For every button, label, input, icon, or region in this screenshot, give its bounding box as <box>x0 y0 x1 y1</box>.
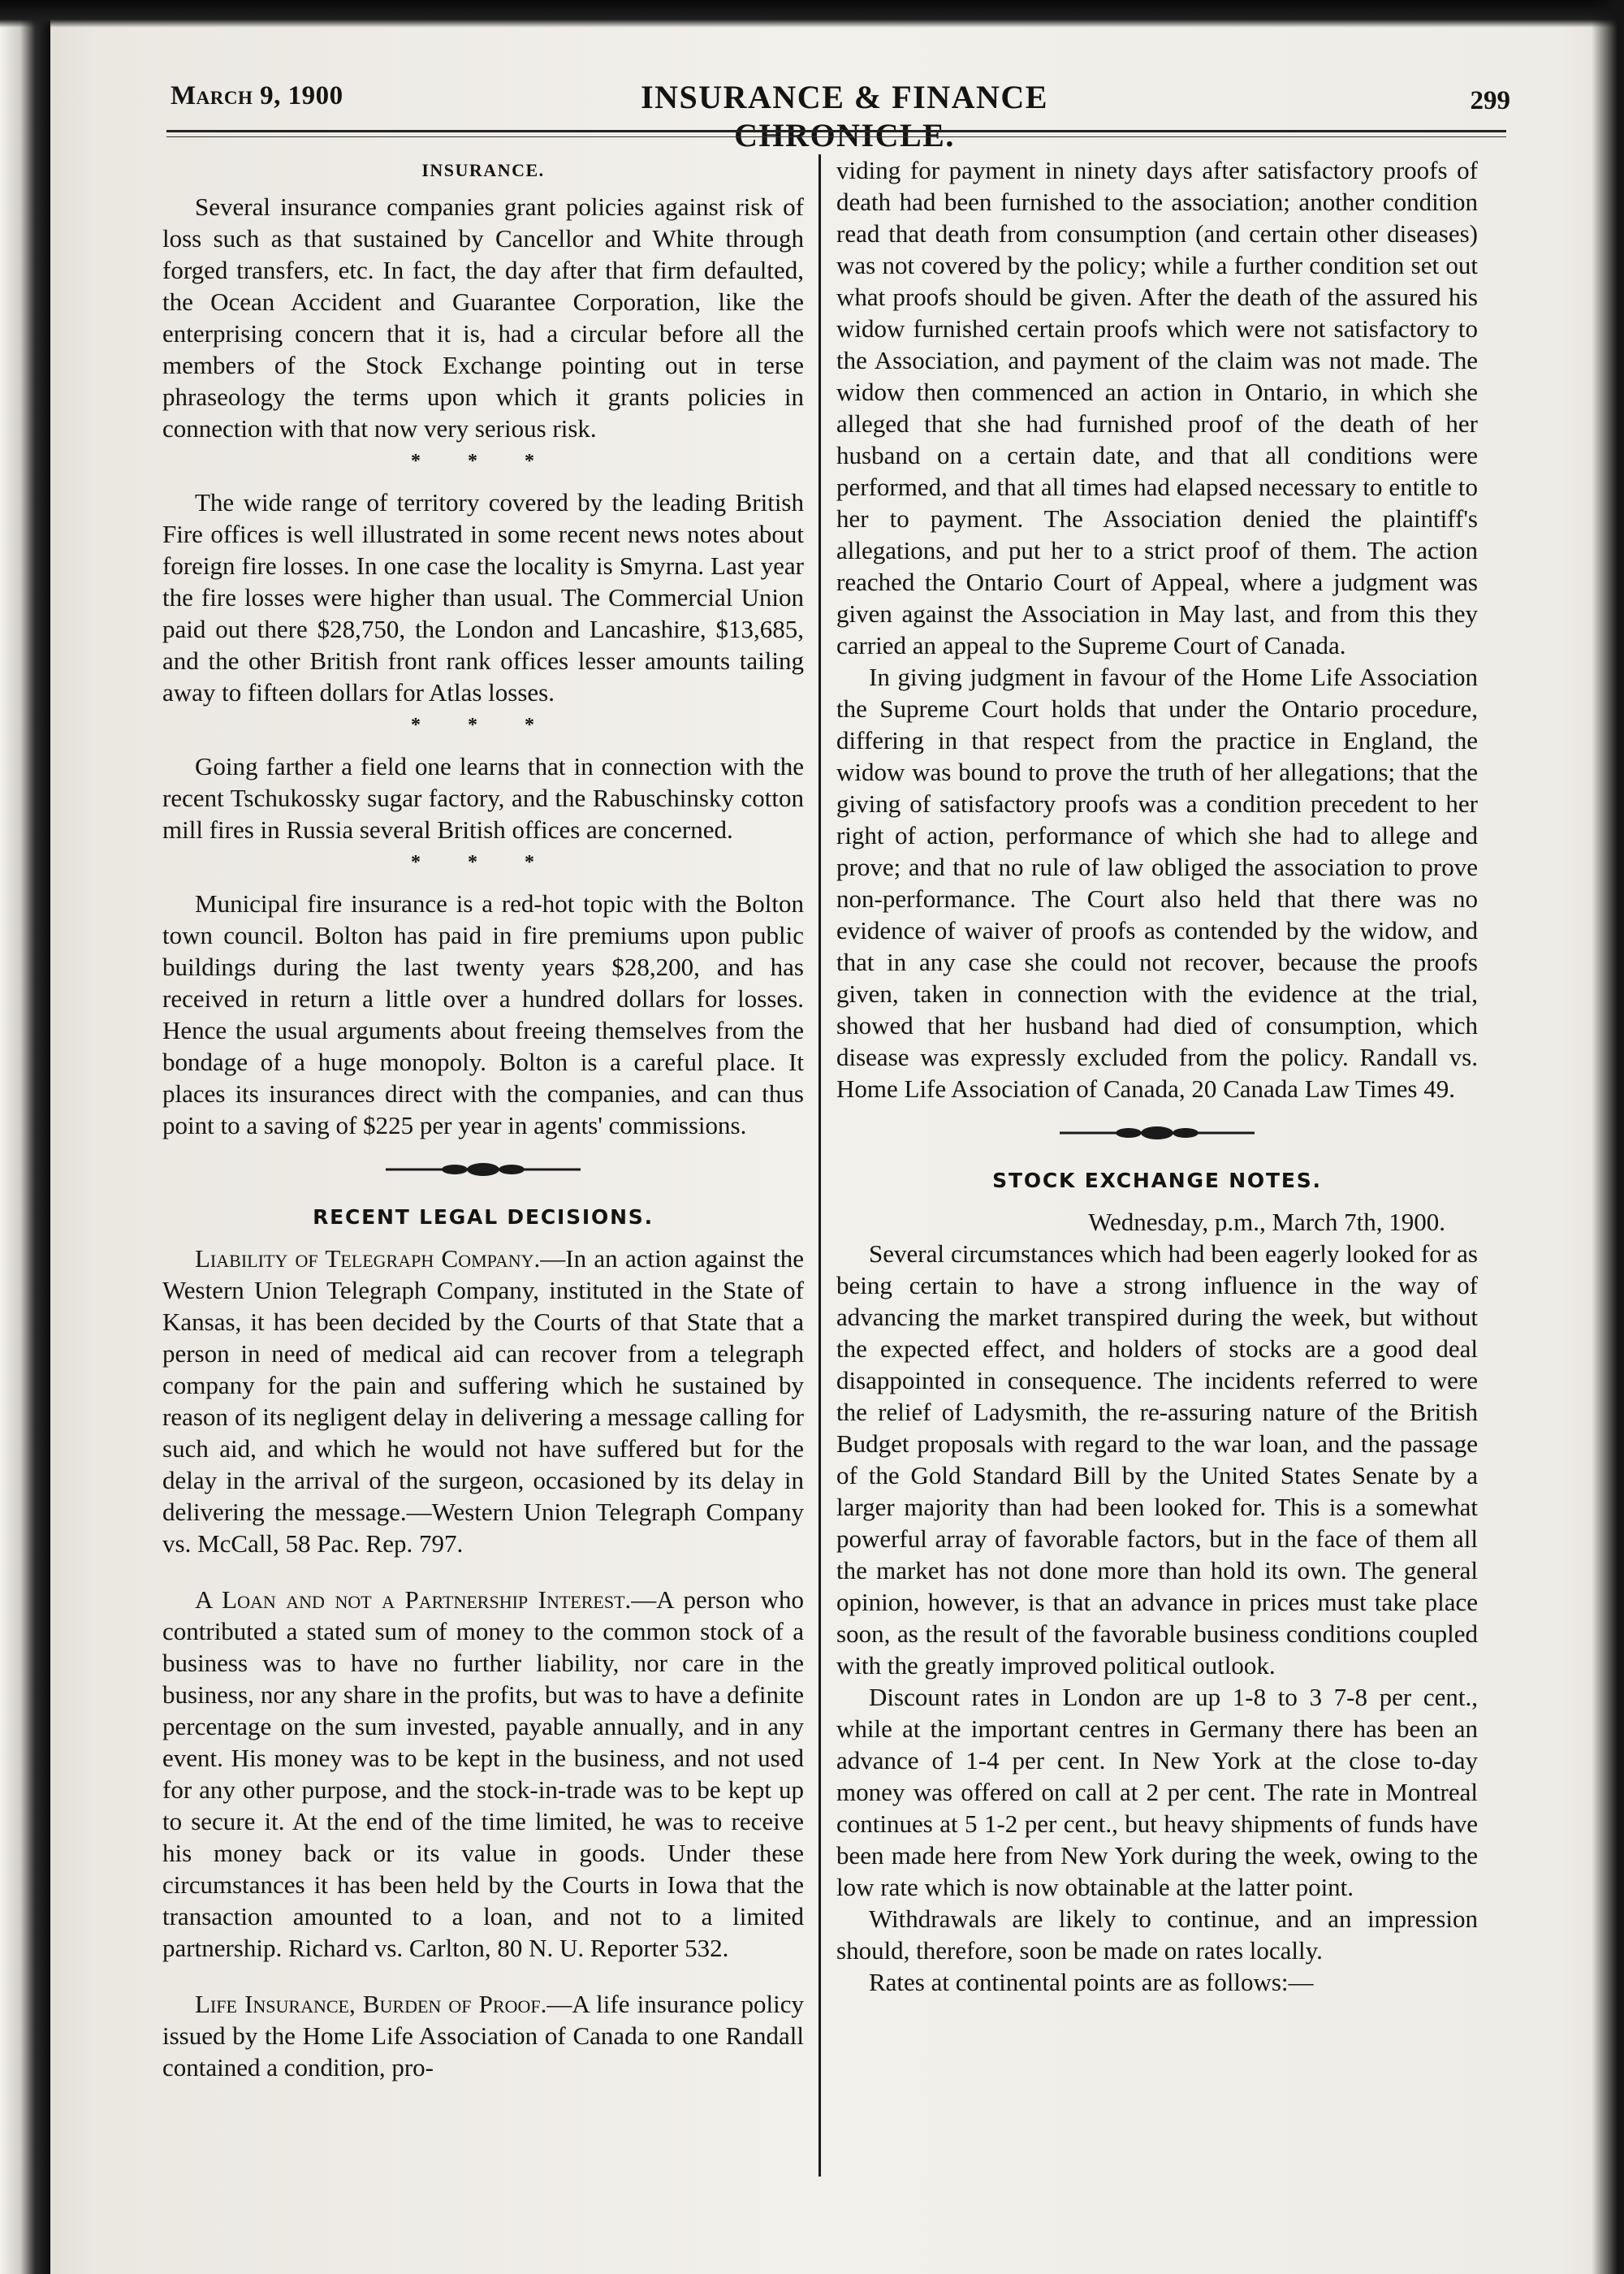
section-stars-3: * * * <box>411 852 555 873</box>
legal-decision-2 <box>162 1584 804 1964</box>
stock-paragraph-3: Withdrawals are likely to continue, and an impression should, therefore, soon be made on rates locally. <box>836 1904 1478 1965</box>
legal-decision-1 <box>162 1243 804 1559</box>
legal-decision-3-title: Life Insurance, Burden of Proof. <box>195 1990 547 2018</box>
stock-paragraph-4: Rates at continental points are as follows:— <box>869 1968 1314 1996</box>
header-rule <box>166 130 1506 132</box>
legal-decision-3 <box>162 1988 804 2083</box>
insurance-paragraph-2: The wide range of territory covered by the leading British Fire offices is well illustrated in some recent news notes about foreign fire losses. In one case the locality is Smyrna. Last year the fire losses were higher than usual. The Commercial Union paid out there $28,750, the London and Lancashire, $13,685, and the other British front rank offices lesser amounts tailing away to fifteen dollars for Atlas losses. <box>162 488 804 707</box>
stock-exchange-heading: STOCK EXCHANGE NOTES. <box>992 1169 1322 1192</box>
header-title: INSURANCE & FINANCE CHRONICLE. <box>641 79 1048 153</box>
left-column <box>162 154 804 2083</box>
stock-exchange-date: Wednesday, p.m., March 7th, 1900. <box>1088 1208 1445 1236</box>
header-rule-thin <box>166 136 1506 137</box>
legal-decision-2-title: A Loan and not a Partnership Interest. <box>195 1585 632 1614</box>
page-right-edge <box>1592 0 1624 2274</box>
insurance-paragraph-1: Several insurance companies grant policies against risk of loss such as that sustained by Cancellor and White through forged transfers, etc. In fact, the day after that firm defaulted, the Ocean Accident and Guarantee Corporation, like the enterprising concern that it is, had a circular before all the members of the Stock Exchange pointing out in terse phraseology the terms upon which it grants policies in connection with that now very serious risk. <box>162 192 804 443</box>
insurance-paragraph-3: Going farther a field one learns that in connection with the recent Tschukossky sugar factory, and the Rabuschinsky cotton mill fires in Russia several British offices are concerned. <box>162 752 804 844</box>
section-stars-1: * * * <box>411 451 555 472</box>
section-stars-2: * * * <box>411 715 555 736</box>
header-date: March 9, 1900 <box>171 81 343 110</box>
right-column <box>836 154 1478 1998</box>
legal-decision-1-body: —In an action against the Western Union Telegraph Company, instituted in the State of Kansas, it has been decided by the Courts of that State that a person in need of medical aid can recover from a telegraph company for the pain and suffering which he sustained by reason of its negligent delay in delivering a message calling for such aid, and which he would not have suffered but for the delay in the arrival of the surgeon, occasioned by its delay in delivering the message.—Western Union Telegraph Company vs. McCall, 58 Pac. Rep. 797. <box>162 1244 804 1558</box>
insurance-paragraph-4: Municipal fire insurance is a red-hot topic with the Bolton town council. Bolton has paid in fire premiums upon public buildings during the last twenty years $28,200, and has received in return a little over a hundred dollars for losses. Hence the usual arguments about freeing themselves from the bondage of a huge monopoly. Bolton is a careful place. It places its insurances direct with the companies, and can thus point to a saving of $225 per year in agents' commissions. <box>162 889 804 1139</box>
column-divider <box>818 154 821 2177</box>
legal-decisions-heading: RECENT LEGAL DECISIONS. <box>313 1205 654 1229</box>
ornament-divider-icon <box>1060 1126 1255 1140</box>
insurance-heading: INSURANCE. <box>421 160 545 180</box>
ornament-divider-icon <box>386 1162 581 1177</box>
legal-decision-3-continued: viding for payment in ninety days after satisfactory proofs of death had been furnished to the association; another condition read that death from consumption (and certain other diseases) was not covered by the policy; while a further condition set out what proofs should be given. After the death of the assured his widow furnished certain proofs which were not satisfactory to the Association, and payment of the claim was not made. The widow then commenced an action in Ontario, in which she alleged that she had furnished proof of the death of her husband on a certain date, and that all conditions were performed, and that all times had elapsed necessary to entitle to her to payment. The Association denied the plaintiff's allegations, and put her to a strict proof of them. The action reached the Ontario Court of Appeal, where a judgment was given against the Association in May last, and from this they carried an appeal to the Supreme Court of Canada. <box>836 156 1478 659</box>
judgment-paragraph: In giving judgment in favour of the Home Life Association the Supreme Court holds that under the Ontario procedure, differing in that respect from the practice in England, the widow was bound to prove the truth of her allegations; that the giving of satisfactory proofs was a condition precedent to her right of action, performance of which she had to allege and prove; and that no rule of law obliged the association to prove non-performance. The Court also held that there was no evidence of waiver of proofs as contended by the widow, and that in any case she could not recover, because the proofs given, taken in connection with the evidence at the trial, showed that her husband had died of consumption, which disease was expressly excluded from the policy. Randall vs. Home Life Association of Canada, 20 Canada Law Times 49. <box>836 663 1478 1103</box>
legal-decision-1-title: Liability of Telegraph Company. <box>195 1244 541 1273</box>
legal-decision-3-body: —A life insurance policy issued by the Home Life Association of Canada to one Randall contained a condition, pro- <box>162 1990 804 2082</box>
page-number: 299 <box>1470 86 1510 115</box>
page-header <box>171 75 1510 153</box>
stock-paragraph-2: Discount rates in London are up 1-8 to 3 7-8 per cent., while at the important centres in Germany there has been an advance of 1-4 per cent. In New York at the close to-day money was offered on call at 2 per cent. The rate in Montreal continues at 5 1-2 per cent., but heavy shipments of funds have been made here from New York during the week, owing to the low rate which is now obtainable at the latter point. <box>836 1683 1478 1901</box>
page-binding-shadow <box>0 0 50 2274</box>
stock-paragraph-1: Several circumstances which had been eagerly looked for as being certain to have a strong influence in the way of advancing the market transpired during the week, but without the expected effect, and holders of stocks are a good deal disappointed in consequence. The incidents referred to were the relief of Ladysmith, the re-assuring nature of the British Budget proposals with regard to the war loan, and the passage of the Gold Standard Bill by the United States Senate by a larger majority than had been looked for. This is a somewhat powerful array of favorable factors, but in the face of them all the market has not done more than hold its own. The general opinion, however, is that an advance in prices must take place soon, as the result of the favorable business conditions coupled with the greatly improved political outlook. <box>836 1239 1478 1680</box>
legal-decision-2-body: —A person who contributed a stated sum of money to the common stock of a business was to have no further liability, nor care in the business, nor any share in the profits, but was to have a definite percentage on the sum invested, payable annually, and in any event. His money was to be kept in the business, and not used for any other purpose, and the stock-in-trade was to be kept up to secure it. At the end of the time limited, he was to receive his money back or its value in goods. Under these circumstances it has been held by the Courts in Iowa that the transaction amounted to a loan, and not to a limited partnership. Richard vs. Carlton, 80 N. U. Reporter 532. <box>162 1585 804 1962</box>
page-top-edge <box>0 0 1624 28</box>
